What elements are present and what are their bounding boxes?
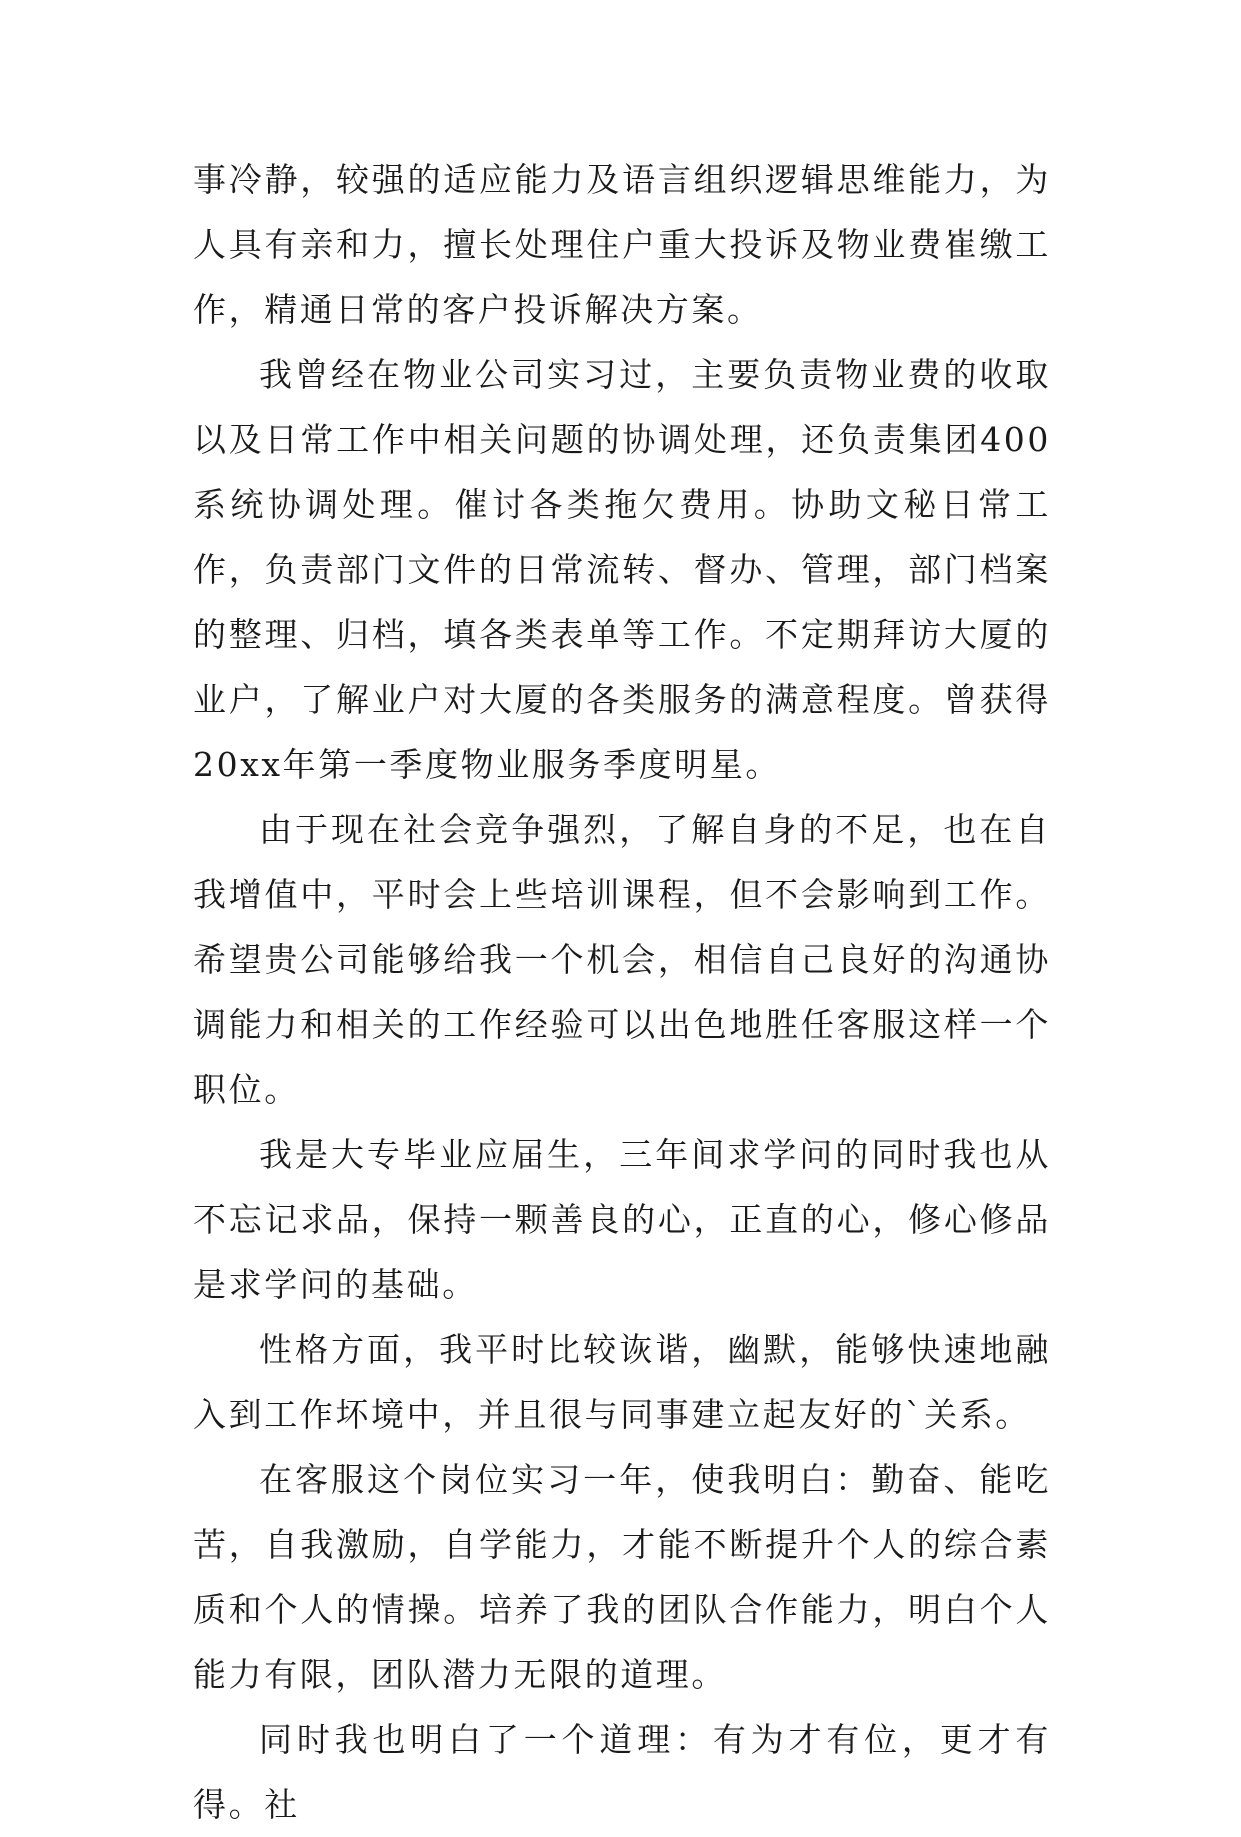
paragraph: 性格方面，我平时比较诙谐，幽默，能够快速地融入到工作坏境中，并且很与同事建立起友好的`关系。 — [193, 1330, 1051, 1434]
paragraph: 我是大专毕业应届生，三年间求学问的同时我也从不忘记求品，保持一颗善良的心，正直的心，修心修品是求学问的基础。 — [193, 1135, 1051, 1304]
paragraph: 在客服这个岗位实习一年，使我明白：勤奋、能吃苦，自我激励，自学能力，才能不断提升个人的综合素质和个人的情操。培养了我的团队合作能力，明白个人能力有限，团队潜力无限的道理。 — [193, 1460, 1051, 1694]
paragraph: 同时我也明白了一个道理：有为才有位，更才有得。社 — [193, 1720, 1051, 1824]
document-body — [193, 147, 1051, 1837]
paragraph: 我曾经在物业公司实习过，主要负责物业费的收取以及日常工作中相关问题的协调处理，还负责集团400系统协调处理。催讨各类拖欠费用。协助文秘日常工作，负责部门文件的日常流转、督办、管理，部门档案的整理、归档，填各类表单等工作。不定期拜访大厦的业户，了解业户对大厦的各类服务的满意程度。曾获得20xx年第一季度物业服务季度明星。 — [193, 355, 1051, 784]
paragraph: 事冷静，较强的适应能力及语言组织逻辑思维能力，为人具有亲和力，擅长处理住户重大投诉及物业费崔缴工作，精通日常的客户投诉解决方案。 — [193, 160, 1051, 329]
paragraph: 由于现在社会竞争强烈，了解自身的不足，也在自我增值中，平时会上些培训课程，但不会影响到工作。希望贵公司能够给我一个机会，相信自己良好的沟通协调能力和相关的工作经验可以出色地胜任客服这样一个职位。 — [193, 810, 1051, 1109]
